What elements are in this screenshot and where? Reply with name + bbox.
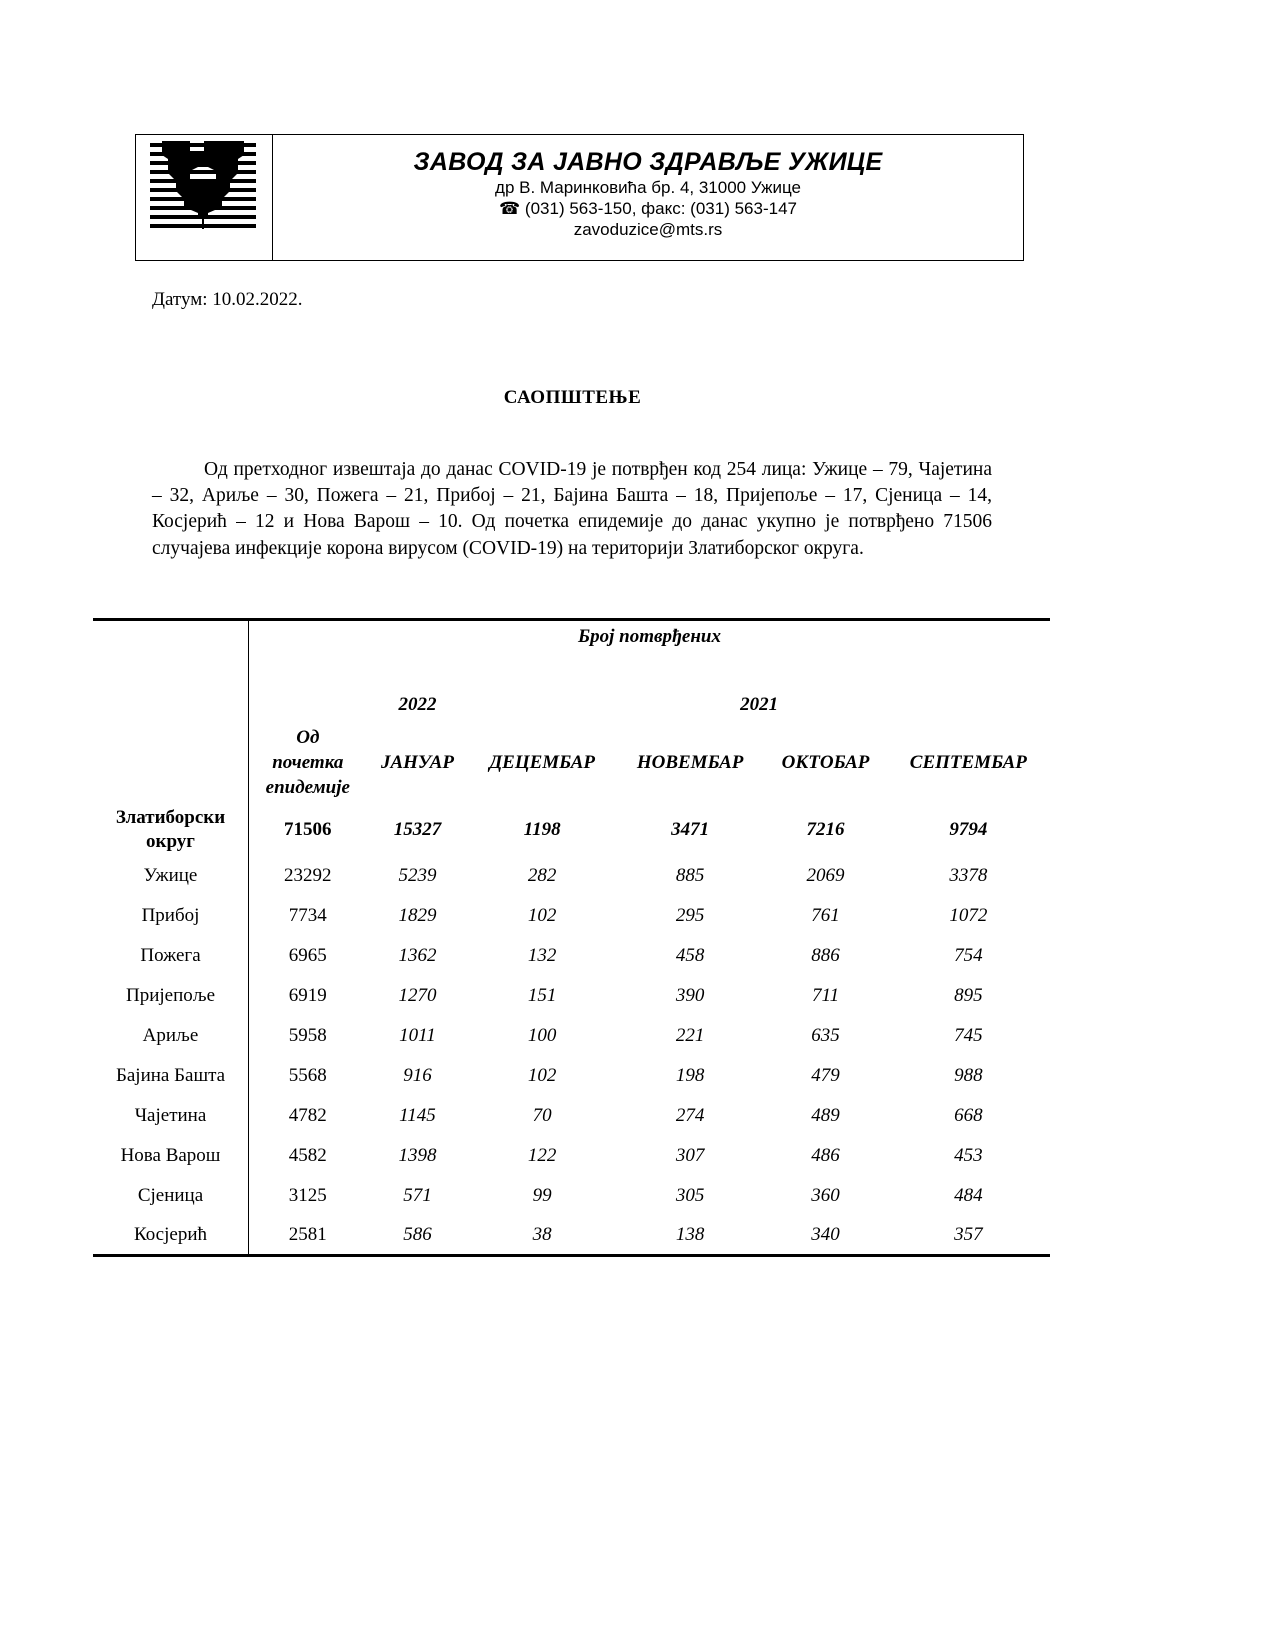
value-cell: 1011 (399, 1024, 436, 1046)
value-cell: 307 (675, 1144, 705, 1166)
value-cell: 6919 (288, 984, 327, 1006)
value-cell: 453 (954, 1144, 983, 1166)
value-cell: 2069 (806, 864, 845, 886)
region-cell: Прибој (93, 896, 249, 936)
value-cell: 761 (811, 904, 840, 926)
letterhead (135, 134, 1024, 261)
address: др В. Маринковића бр. 4, 31000 Ужице (495, 178, 801, 197)
value-cell: 360 (811, 1184, 840, 1206)
col-header-since-start: Од почетка епидемије (265, 727, 350, 798)
value-cell: 151 (527, 984, 557, 1006)
value-cell: 895 (954, 984, 983, 1006)
organization-name: ЗАВОД ЗА ЈАВНО ЗДРАВЉЕ УЖИЦЕ (413, 148, 883, 176)
value-cell: 1829 (398, 904, 437, 926)
value-cell: 132 (527, 944, 557, 966)
table-row (93, 1056, 1050, 1096)
year-2022: 2022 (398, 693, 437, 715)
value-cell: 357 (954, 1223, 983, 1245)
value-cell: 274 (675, 1104, 705, 1126)
value-cell: 9794 (949, 818, 988, 840)
value-cell: 2581 (288, 1223, 327, 1245)
value-cell: 988 (954, 1064, 983, 1086)
region-cell: Златиборски округ (93, 804, 249, 856)
value-cell: 102 (527, 1064, 557, 1086)
value-cell: 1072 (949, 904, 988, 926)
value-cell: 484 (954, 1184, 983, 1206)
col-header-october: ОКТОБАР (781, 751, 870, 773)
year-2021: 2021 (740, 693, 779, 715)
value-cell: 5568 (288, 1064, 327, 1086)
col-header-january: ЈАНУАР (380, 751, 454, 773)
value-cell: 586 (403, 1223, 432, 1245)
group-header: Број потврђених (578, 626, 721, 648)
body-paragraph: Од претходног извештаја до данас COVID-19 је потврђен код 254 лица: Ужице – 79, Чајетина – 32, Ариље – 30, Пожега – 21, Прибој – 21, Бајина Башта – 18, Пријепоље – 17, Сјеница – 14, Косјерић – 12 и Нова Варош – 10. Од почетка епидемије до данас укупно је потврђено 71506 случајева инфекције корона вирусом (COVID-19) на територији Златиборског округа. (152, 459, 992, 559)
logo-cell (136, 135, 273, 260)
value-cell: 4582 (288, 1144, 327, 1166)
value-cell: 7216 (806, 818, 845, 840)
email: zavoduzice@mts.rs (573, 220, 723, 239)
value-cell: 23292 (284, 864, 332, 886)
table-row (93, 1176, 1050, 1216)
value-cell: 3471 (671, 818, 710, 840)
region-header-cell (93, 620, 249, 804)
phone-icon: ☎ (499, 199, 521, 218)
value-cell: 571 (403, 1184, 432, 1206)
document-title: САОПШТЕЊЕ (503, 387, 642, 408)
value-cell: 38 (532, 1223, 552, 1245)
value-cell: 886 (811, 944, 840, 966)
value-cell: 1362 (398, 944, 437, 966)
value-cell: 340 (811, 1223, 840, 1245)
table-row (93, 896, 1050, 936)
region-cell: Сјеница (93, 1176, 249, 1216)
value-cell: 3378 (949, 864, 988, 886)
region-cell: Косјерић (93, 1216, 249, 1256)
date-line: Датум: 10.02.2022. (152, 289, 303, 310)
region-cell: Чајетина (93, 1096, 249, 1136)
table-row (93, 1216, 1050, 1256)
region-cell: Пријепоље (93, 976, 249, 1016)
institute-logo-icon (150, 141, 256, 231)
value-cell: 198 (675, 1064, 705, 1086)
table-row (93, 1096, 1050, 1136)
value-cell: 71506 (284, 818, 332, 840)
region-cell: Ариље (93, 1016, 249, 1056)
table-row (93, 856, 1050, 896)
table-row (93, 976, 1050, 1016)
value-cell: 916 (403, 1064, 432, 1086)
region-cell: Пожега (93, 936, 249, 976)
value-cell: 282 (527, 864, 557, 886)
value-cell: 102 (527, 904, 557, 926)
value-cell: 885 (675, 864, 705, 886)
region-cell: Нова Варош (93, 1136, 249, 1176)
col-header-december: ДЕЦЕМБАР (489, 751, 596, 773)
value-cell: 486 (811, 1144, 840, 1166)
value-cell: 295 (675, 904, 705, 926)
value-cell: 458 (675, 944, 705, 966)
value-cell: 305 (675, 1184, 705, 1206)
region-cell: Бајина Башта (93, 1056, 249, 1096)
value-cell: 70 (532, 1104, 552, 1126)
col-header-september: СЕПТЕМБАР (909, 751, 1027, 773)
value-cell: 668 (954, 1104, 983, 1126)
value-cell: 100 (527, 1024, 557, 1046)
value-cell: 6965 (288, 944, 327, 966)
letterhead-info (273, 135, 1023, 260)
table-row (93, 936, 1050, 976)
region-cell: Ужице (93, 856, 249, 896)
value-cell: 15327 (393, 818, 442, 840)
value-cell: 99 (532, 1184, 552, 1206)
value-cell: 745 (954, 1024, 983, 1046)
value-cell: 635 (811, 1024, 840, 1046)
table-row (93, 1016, 1050, 1056)
value-cell: 4782 (288, 1104, 327, 1126)
value-cell: 1398 (398, 1144, 437, 1166)
phone-fax: (031) 563-150, факс: (031) 563-147 (524, 199, 797, 218)
value-cell: 390 (675, 984, 705, 1006)
value-cell: 1270 (398, 984, 437, 1006)
value-cell: 1145 (399, 1104, 436, 1126)
table-row (93, 1136, 1050, 1176)
col-header-november: НОВЕМБАР (636, 751, 744, 773)
value-cell: 479 (811, 1064, 840, 1086)
value-cell: 5958 (288, 1024, 327, 1046)
table-row-total (93, 804, 1050, 856)
value-cell: 221 (675, 1024, 705, 1046)
value-cell: 754 (954, 944, 983, 966)
value-cell: 3125 (288, 1184, 327, 1206)
value-cell: 7734 (288, 904, 327, 926)
value-cell: 138 (675, 1223, 705, 1245)
contact-line (273, 198, 1023, 219)
value-cell: 1198 (523, 818, 561, 840)
cases-table (93, 618, 1050, 1257)
value-cell: 122 (527, 1144, 557, 1166)
value-cell: 489 (811, 1104, 840, 1126)
value-cell: 5239 (398, 864, 437, 886)
value-cell: 711 (811, 984, 840, 1006)
